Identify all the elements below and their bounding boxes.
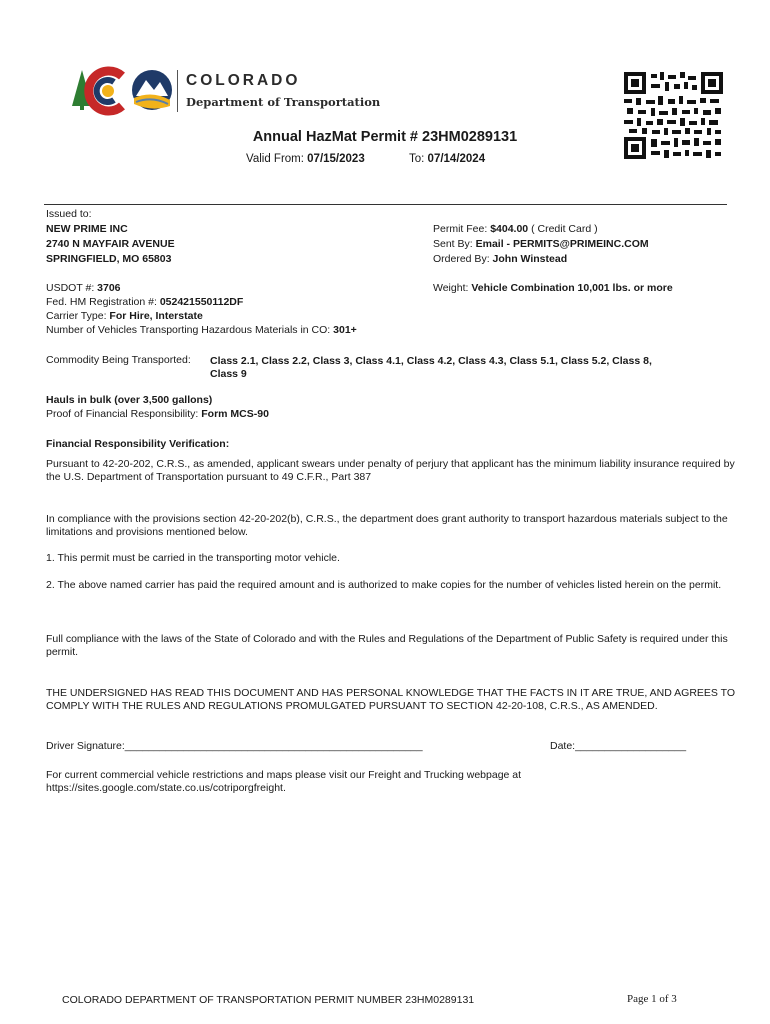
full-compliance-paragraph: Full compliance with the laws of the State of Colorado and with the Rules and Regulations of the Department of Public Safety is required under this permit.: [46, 633, 728, 658]
ordered-by: [433, 253, 567, 265]
issued-label: Issued to:: [46, 208, 92, 220]
valid-to: [409, 153, 485, 165]
page-number: Page 1 of 3: [627, 993, 677, 1005]
usdot-label: USDOT #:: [46, 282, 95, 294]
hm-registration: [46, 296, 243, 308]
valid-from-value: 07/15/2023: [307, 153, 365, 165]
date-line: Date:___________________: [550, 740, 687, 752]
permit-title: Annual HazMat Permit # 23HM0289131: [252, 129, 518, 145]
condition-item-2: 2. The above named carrier has paid the required amount and is authorized to make copies for the number of vehicles listed herein on the permit.: [46, 579, 722, 591]
hm-registration-label: Fed. HM Registration #:: [46, 296, 157, 308]
vehicle-count-value: 301+: [333, 324, 357, 336]
logo-divider: [177, 70, 178, 112]
logo-department: Department of Transportation: [186, 95, 381, 109]
valid-to-label: To:: [409, 153, 425, 165]
usdot: [46, 282, 121, 294]
sent-by-value: Email - PERMITS@PRIMEINC.COM: [475, 238, 649, 250]
freight-info-paragraph: For current commercial vehicle restrictions and maps please visit our Freight and Trucking webpage at https://sites.google.com/state.co.us/cotriporgfreight.: [46, 769, 522, 794]
logo-brand: COLORADO: [186, 72, 301, 89]
driver-signature-line: Driver Signature:___________________________________________________: [46, 740, 423, 752]
permit-fee: [433, 223, 598, 235]
ordered-by-value: John Winstead: [492, 253, 568, 265]
sent-by: [433, 238, 649, 250]
weight-value: Vehicle Combination 10,001 lbs. or more: [471, 282, 673, 294]
valid-dates: [246, 153, 365, 165]
compliance-paragraph: In compliance with the provisions section 42-20-202(b), C.R.S., the department does grant authority to transport hazardous materials subject to the limitations and provisions mentioned below.: [46, 513, 728, 538]
fee-value: $404.00: [490, 223, 529, 235]
qr-code: [624, 72, 723, 162]
header-divider: [44, 204, 727, 205]
ordered-by-label: Ordered By:: [433, 253, 490, 265]
hauls-in-bulk: Hauls in bulk (over 3,500 gallons): [46, 394, 213, 406]
vehicle-count: [46, 324, 357, 336]
issued-address2: SPRINGFIELD, MO 65803: [46, 253, 172, 265]
usdot-value: 3706: [97, 282, 121, 294]
footer-permit-number: COLORADO DEPARTMENT OF TRANSPORTATION PERMIT NUMBER 23HM0289131: [62, 994, 475, 1006]
issued-name: NEW PRIME INC: [46, 223, 128, 235]
hm-registration-value: 052421550112DF: [159, 296, 244, 308]
issued-address1: 2740 N MAYFAIR AVENUE: [46, 238, 175, 250]
condition-item-1: 1. This permit must be carried in the transporting motor vehicle.: [46, 552, 340, 564]
commodity-value-line1: Class 2.1, Class 2.2, Class 3, Class 4.1, Class 4.2, Class 4.3, Class 5.1, Class 5.2, Class 8,: [210, 355, 652, 367]
weight-label: Weight:: [433, 282, 469, 294]
vehicle-count-label: Number of Vehicles Transporting Hazardous Materials in CO:: [46, 324, 331, 336]
qr-code-icon: [624, 72, 723, 159]
proof-financial: [46, 408, 269, 420]
verification-paragraph: Pursuant to 42-20-202, C.R.S., as amended, applicant swears under penalty of perjury that applicant has the minimum liability insurance required by the U.S. Department of Transportation pursuant to 49 C.F.R., Part 387: [46, 458, 735, 483]
carrier-type-value: For Hire, Interstate: [109, 310, 203, 322]
attestation-paragraph: THE UNDERSIGNED HAS READ THIS DOCUMENT AND HAS PERSONAL KNOWLEDGE THAT THE FACTS IN IT ARE TRUE, AND AGREES TO COMPLY WITH THE RULES AND REGULATIONS PROMULGATED PURSUANT TO SECTION 42-20-108, C.R.S., AS AMENDED.: [46, 687, 736, 712]
verification-heading: Financial Responsibility Verification:: [46, 438, 230, 450]
carrier-type-label: Carrier Type:: [46, 310, 107, 322]
fee-label: Permit Fee:: [433, 223, 488, 235]
weight: [433, 282, 673, 294]
valid-to-value: 07/14/2024: [427, 153, 486, 165]
sent-by-label: Sent By:: [433, 238, 473, 250]
valid-from-label: Valid From:: [246, 153, 304, 165]
proof-value: Form MCS-90: [201, 408, 269, 420]
commodity-label: Commodity Being Transported:: [46, 354, 191, 366]
cdot-logo-mark: [70, 66, 178, 118]
carrier-type: [46, 310, 203, 322]
fee-method: ( Credit Card ): [531, 223, 598, 235]
proof-label: Proof of Financial Responsibility:: [46, 408, 199, 420]
commodity-value-line2: Class 9: [210, 368, 247, 380]
